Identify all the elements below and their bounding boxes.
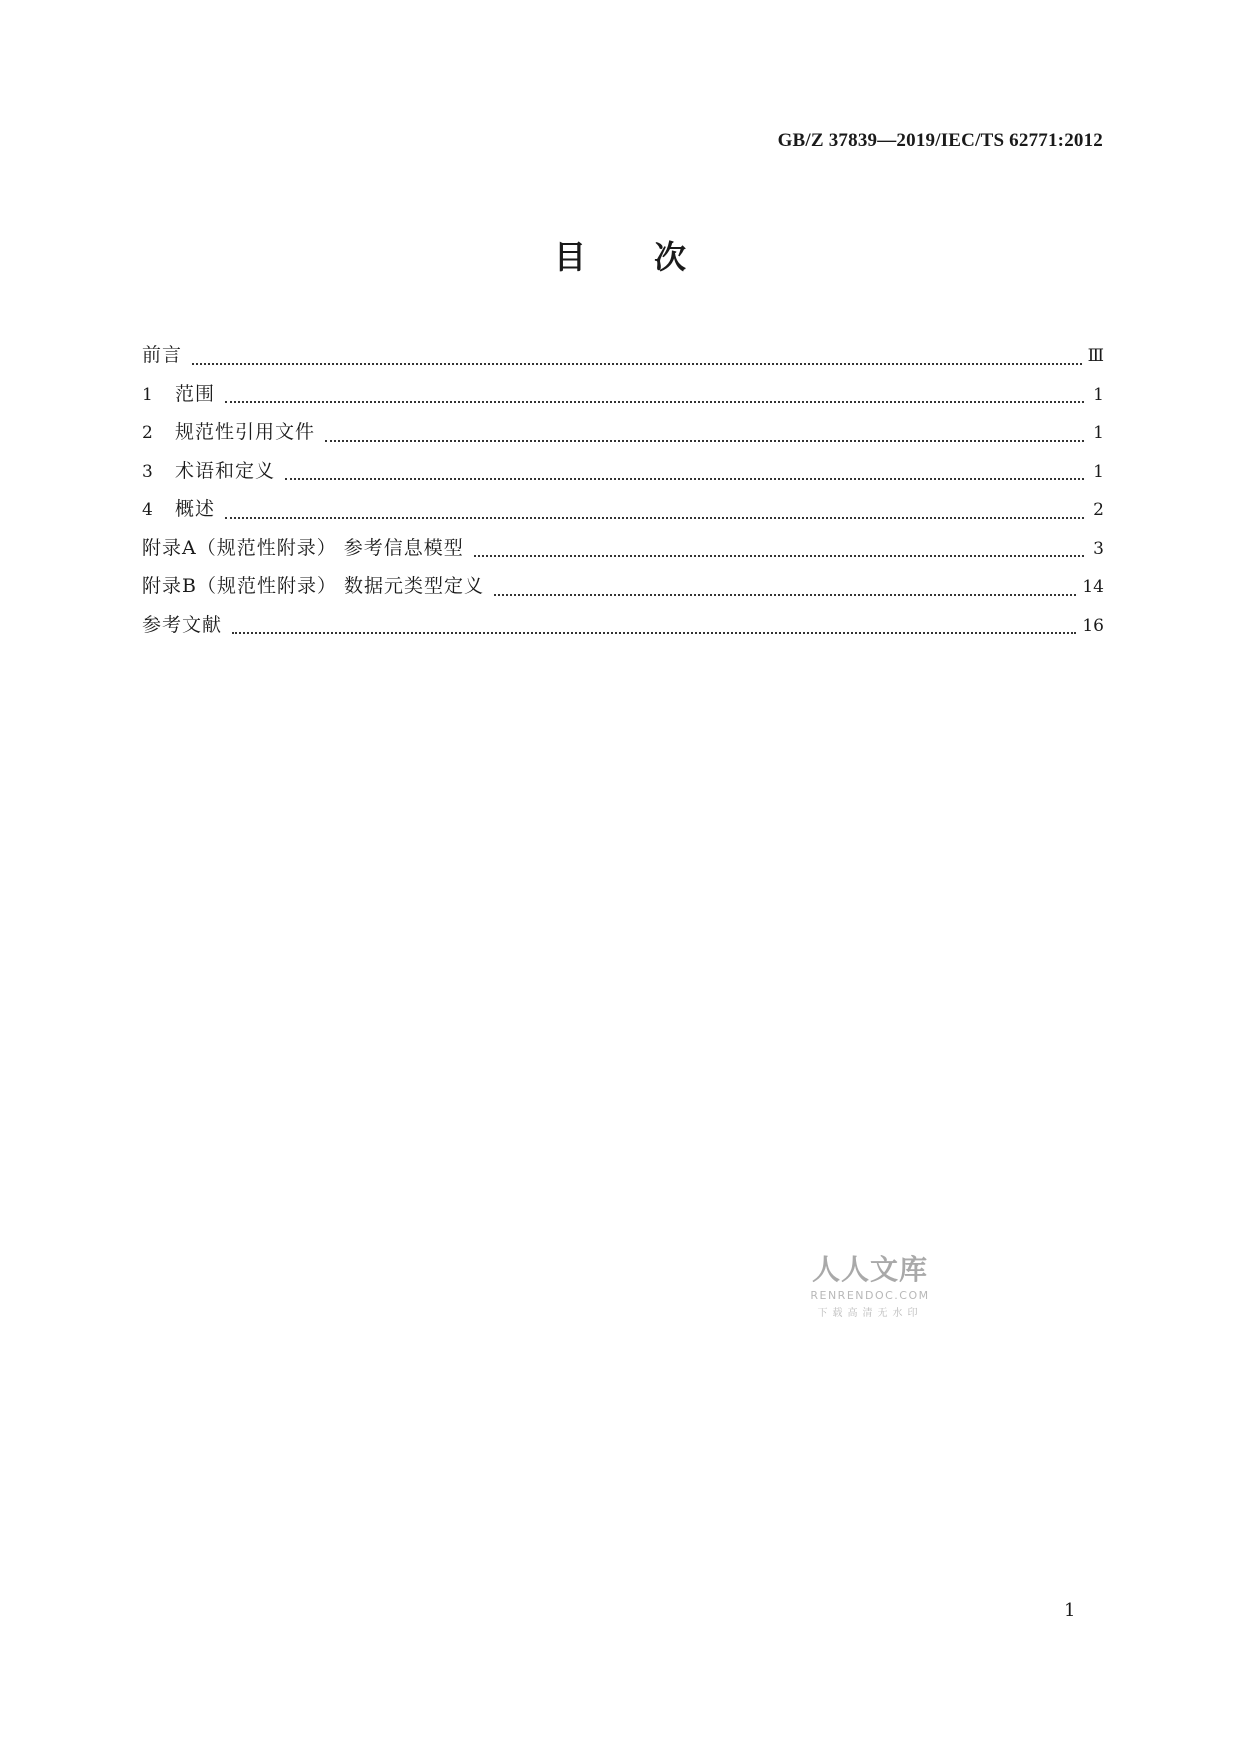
toc-entry-terms[interactable] — [142, 456, 1104, 495]
toc-entry-number: 2 — [142, 423, 153, 443]
toc-entry-label: 概述 — [175, 498, 216, 520]
watermark-tagline: 下载高清无水印 — [817, 1308, 923, 1319]
toc-entry-bibliography[interactable] — [142, 610, 1104, 649]
toc-entry-annex-a[interactable] — [142, 533, 1104, 572]
toc-leader-dots — [232, 631, 1076, 634]
toc-entry-page: 16 — [1082, 615, 1104, 636]
toc-entry-page: 1 — [1093, 461, 1104, 482]
toc-entry-number: 4 — [142, 500, 153, 520]
table-of-contents — [142, 340, 1104, 648]
toc-entry-label: 附录A（规范性附录） 参考信息模型 — [142, 536, 464, 559]
toc-entry-label: 术语和定义 — [175, 459, 276, 482]
toc-entry-page: Ⅲ — [1087, 346, 1104, 366]
page-number: 1 — [1064, 1600, 1076, 1621]
toc-entry-foreword[interactable] — [142, 340, 1104, 379]
toc-leader-dots — [474, 554, 1084, 557]
standard-code: GB/Z 37839—2019/IEC/TS 62771:2012 — [777, 130, 1103, 151]
toc-entry-normative-references[interactable] — [142, 417, 1104, 456]
toc-entry-label: 参考文献 — [142, 613, 223, 636]
toc-entry-annex-b[interactable] — [142, 571, 1104, 610]
toc-entry-number: 3 — [142, 461, 153, 482]
watermark-logo — [805, 1248, 935, 1319]
toc-entry-page: 14 — [1082, 577, 1104, 597]
toc-leader-dots — [225, 400, 1084, 403]
toc-entry-number: 1 — [142, 384, 153, 405]
toc-leader-dots — [285, 477, 1084, 480]
toc-leader-dots — [225, 516, 1084, 519]
toc-entry-label: 规范性引用文件 — [175, 421, 316, 443]
toc-entry-scope[interactable] — [142, 379, 1104, 418]
toc-leader-dots — [192, 362, 1082, 365]
toc-entry-page: 1 — [1093, 423, 1104, 443]
toc-leader-dots — [494, 593, 1076, 596]
watermark-logo-text: 人人文库 — [811, 1253, 928, 1286]
toc-entry-page: 3 — [1093, 538, 1104, 559]
toc-entry-label: 前言 — [142, 344, 183, 366]
toc-entry-label: 范围 — [175, 382, 216, 405]
toc-entry-page: 2 — [1093, 500, 1104, 520]
toc-entry-label: 附录B（规范性附录） 数据元类型定义 — [142, 575, 485, 597]
toc-leader-dots — [325, 439, 1084, 442]
toc-entry-overview[interactable] — [142, 494, 1104, 533]
page-title: 目次 — [553, 238, 754, 276]
toc-entry-page: 1 — [1093, 384, 1104, 405]
watermark-domain: RENRENDOC.COM — [810, 1289, 930, 1302]
